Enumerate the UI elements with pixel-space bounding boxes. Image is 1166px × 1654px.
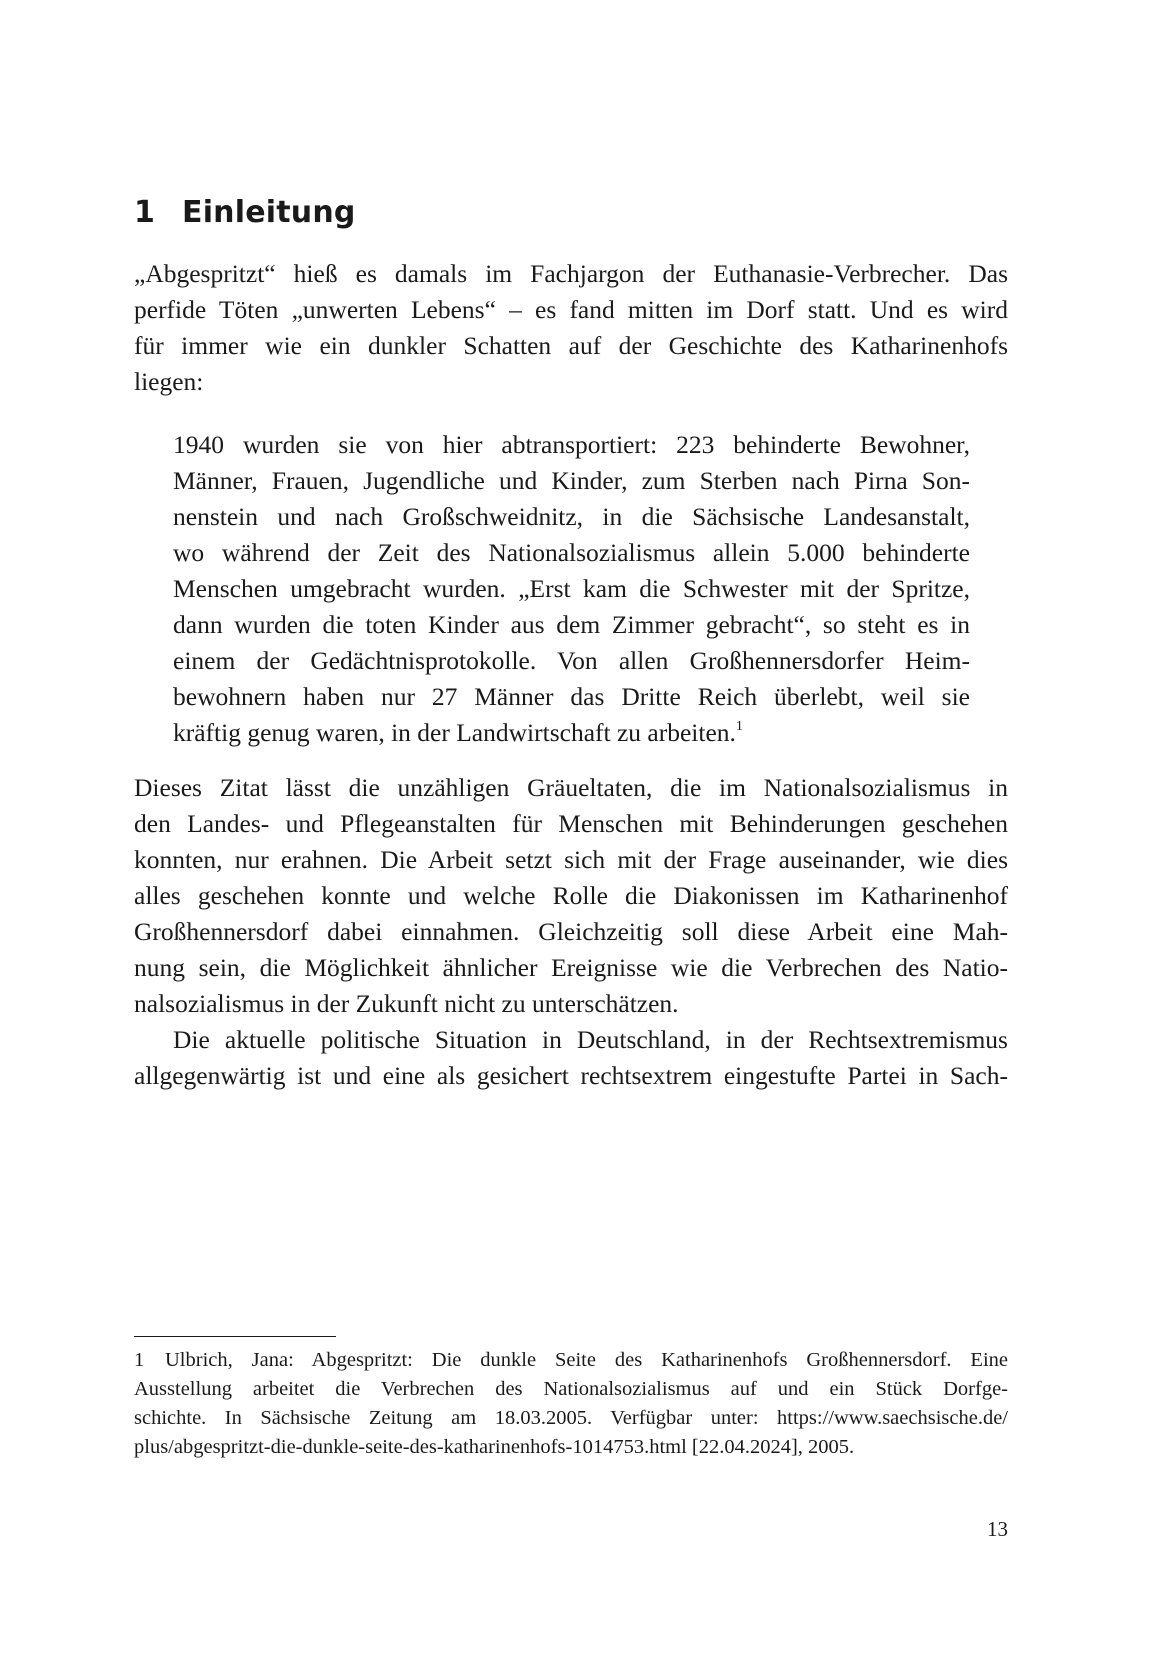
quote-line: 1940 wurden sie von hier abtransportiert: 223 behinderte Bewohner, <box>173 430 970 459</box>
footnote-first-line <box>134 1346 1008 1375</box>
footnote-divider <box>134 1336 336 1337</box>
quote-line: dann wurden die toten Kinder aus dem Zimmer gebracht“, so steht es in <box>173 610 970 639</box>
paragraph-line: Dieses Zitat lässt die unzähligen Gräueltaten, die im Nationalsozialismus in <box>134 773 1008 802</box>
chapter-title-text: Einleitung <box>182 195 356 230</box>
paragraph-line: Die aktuelle politische Situation in Deutschland, in der Rechtsextremismus <box>173 1025 1008 1054</box>
footnote-line: schichte. In Sächsische Zeitung am 18.03.2005. Verfügbar unter: https://www.saechsische.de/ <box>134 1407 1008 1429</box>
footnote-reference[interactable]: 1 <box>735 719 743 734</box>
footnote-number: 1 <box>134 1349 145 1371</box>
paragraph-line: alles geschehen konnte und welche Rolle die Diakonissen im Katharinenhof <box>134 881 1008 910</box>
intro-paragraph <box>134 256 1008 400</box>
quote-line: nenstein und nach Großschweidnitz, in die Sächsische Landesanstalt, <box>173 502 970 531</box>
paragraph-line: Großhennersdorf dabei einnahmen. Gleichzeitig soll diese Arbeit eine Mah- <box>134 917 1008 946</box>
quote-line: wo während der Zeit des Nationalsozialismus allein 5.000 behinderte <box>173 538 970 567</box>
quote-line-text: kräftig genug waren, in der Landwirtschaft zu arbeiten. <box>173 718 736 747</box>
intro-line: liegen: <box>134 367 204 396</box>
quote-line: einem der Gedächtnisprotokolle. Von allen Großhennersdorfer Heim- <box>173 646 970 675</box>
paragraph-3 <box>134 1022 1008 1094</box>
intro-line: „Abgespritzt“ hieß es damals im Fachjargon der Euthanasie-Verbrecher. Das <box>134 259 1008 288</box>
footnote-line-text: Ulbrich, Jana: Abgespritzt: Die dunkle Seite des Katharinenhofs Großhennersdorf. Eine <box>165 1349 1008 1371</box>
block-quote <box>173 427 970 751</box>
footnote-line: plus/abgespritzt-die-dunkle-seite-des-katharinenhofs-1014753.html [22.04.2024], 2005. <box>134 1436 855 1458</box>
quote-line: bewohnern haben nur 27 Männer das Dritte Reich überlebt, weil sie <box>173 682 970 711</box>
footnote <box>134 1346 1008 1462</box>
paragraph-line: nalsozialismus in der Zukunft nicht zu unterschätzen. <box>134 989 679 1018</box>
quote-last-line <box>173 715 970 751</box>
paragraph-line: nung sein, die Möglichkeit ähnlicher Ereignisse wie die Verbrechen des Natio- <box>134 953 1008 982</box>
paragraph-line: den Landes- und Pflegeanstalten für Menschen mit Behinderungen geschehen <box>134 809 1008 838</box>
paragraph-line: konnten, nur erahnen. Die Arbeit setzt sich mit der Frage auseinander, wie dies <box>134 845 1008 874</box>
intro-line: für immer wie ein dunkler Schatten auf der Geschichte des Katharinenhofs <box>134 331 1008 360</box>
chapter-heading <box>134 193 356 233</box>
paragraph-line: allgegenwärtig ist und eine als gesichert rechtsextrem eingestufte Partei in Sach- <box>134 1061 1008 1090</box>
quote-line: Menschen umgebracht wurden. „Erst kam die Schwester mit der Spritze, <box>173 574 970 603</box>
paragraph-2 <box>134 770 1008 1022</box>
chapter-number: 1 <box>134 195 156 230</box>
quote-line: Männer, Frauen, Jugendliche und Kinder, zum Sterben nach Pirna Son- <box>173 466 970 495</box>
page-number: 13 <box>987 1517 1008 1541</box>
footnote-line: Ausstellung arbeitet die Verbrechen des Nationalsozialismus auf und ein Stück Dorfge- <box>134 1378 1008 1400</box>
intro-line: perfide Töten „unwerten Lebens“ – es fand mitten im Dorf statt. Und es wird <box>134 295 1008 324</box>
